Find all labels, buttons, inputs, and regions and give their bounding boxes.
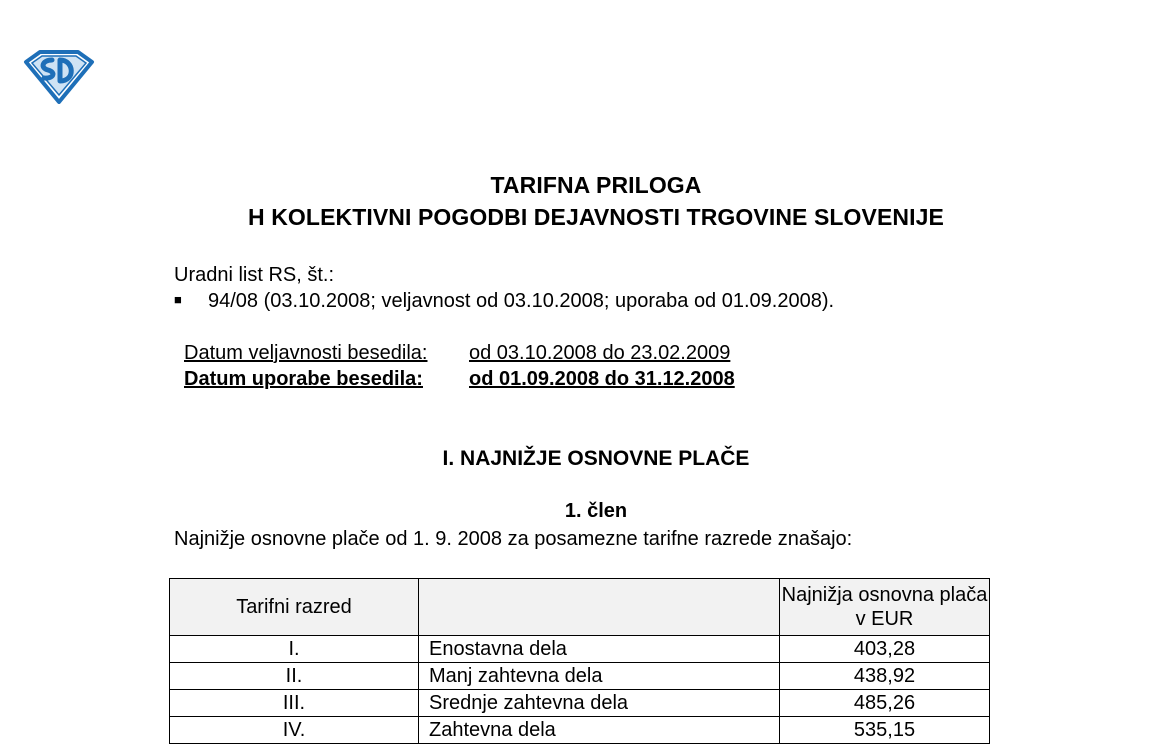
gazette-entry [174, 290, 834, 313]
header-minimum-wage: Najnižja osnovna plača v EUR [780, 579, 990, 636]
tariff-class-cell: III. [170, 690, 419, 717]
validity-date-row [184, 342, 730, 365]
amount-cell: 535,15 [780, 717, 990, 744]
amount-cell: 438,92 [780, 663, 990, 690]
description-cell [419, 636, 780, 663]
application-date-value: od 01.09.2008 do 31.12.2008 [469, 368, 735, 390]
document-title: TARIFNA PRILOGA [490, 172, 702, 198]
header-description [419, 579, 780, 636]
description-cell [419, 690, 780, 717]
sd-logo [22, 48, 96, 104]
document-subtitle: H KOLEKTIVNI POGODBI DEJAVNOSTI TRGOVINE SLOVENIJE [248, 204, 944, 230]
table-row [170, 690, 990, 717]
table-header-row [170, 579, 990, 636]
application-date-label [184, 368, 469, 391]
table-row [170, 717, 990, 744]
wage-table [169, 578, 990, 744]
tariff-class-cell: IV. [170, 717, 419, 744]
description-text: Enostavna dela [429, 638, 567, 660]
article-title: 1. člen [564, 500, 628, 522]
description-cell [419, 717, 780, 744]
application-date-row [184, 368, 735, 391]
bullet-icon: ■ [174, 292, 182, 307]
amount-cell: 403,28 [780, 636, 990, 663]
description-text: Manj zahtevna dela [429, 665, 603, 687]
table-row [170, 636, 990, 663]
table-row [170, 663, 990, 690]
description-text: Zahtevna dela [429, 719, 556, 741]
tariff-class-cell: I. [170, 636, 419, 663]
validity-date-value: od 03.10.2008 do 23.02.2009 [469, 342, 731, 364]
description-text: Srednje zahtevna dela [429, 692, 629, 714]
section-title: I. NAJNIŽJE OSNOVNE PLAČE [442, 447, 750, 470]
header-tariff-class: Tarifni razred [170, 579, 419, 636]
application-date-label-text: Datum uporabe besedila: [184, 368, 423, 390]
tariff-class-cell: II. [170, 663, 419, 690]
gazette-label: Uradni list RS, št.: [174, 264, 335, 286]
gazette-entry-text: 94/08 (03.10.2008; veljavnost od 03.10.2008; uporaba od 01.09.2008). [208, 290, 835, 312]
description-cell [419, 663, 780, 690]
amount-cell: 485,26 [780, 690, 990, 717]
validity-date-label-text: Datum veljavnosti besedila: [184, 342, 428, 364]
validity-date-label [184, 342, 469, 365]
article-text: Najnižje osnovne plače od 1. 9. 2008 za posamezne tarifne razrede znašajo: [174, 528, 853, 550]
